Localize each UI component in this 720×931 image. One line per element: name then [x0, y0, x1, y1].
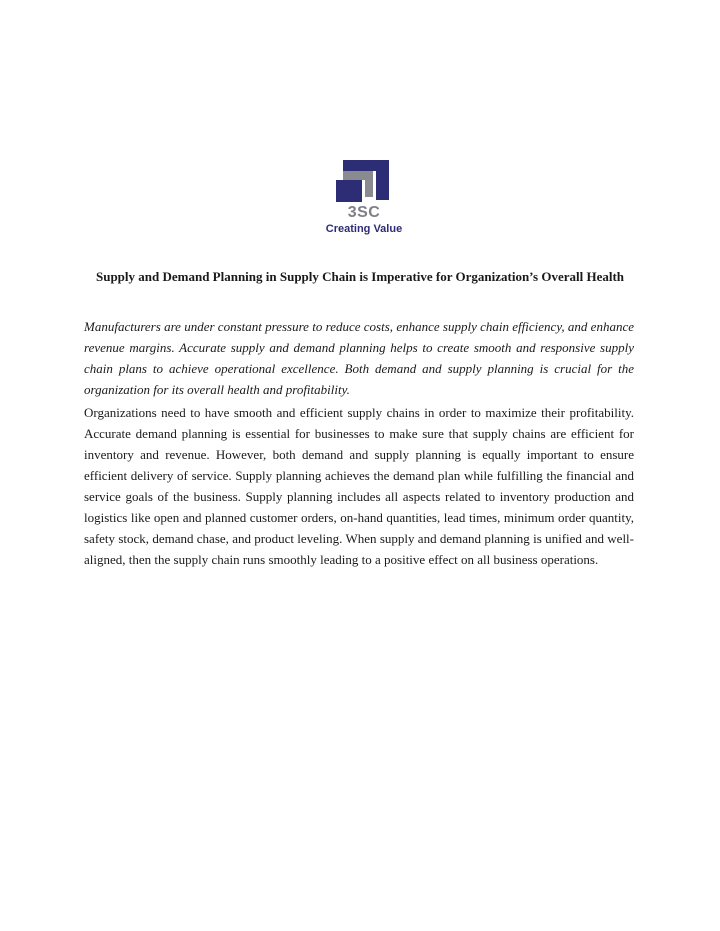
- logo-tagline: Creating Value: [325, 223, 403, 235]
- logo-squares-icon: [318, 158, 410, 204]
- company-logo: [318, 158, 410, 238]
- intro-paragraph: Manufacturers are under constant pressure to reduce costs, enhance supply chain efficiency, and enhance revenue margins. Accurate supply and demand planning helps to create smooth and responsive supply chain plans to achieve operational excellence. Both demand and supply planning is crucial for the organization for its overall health and profitability.: [84, 319, 634, 397]
- document-title: Supply and Demand Planning in Supply Chain is Imperative for Organization’s Overall Health: [95, 269, 625, 284]
- body-paragraph: Organizations need to have smooth and efficient supply chains in order to maximize their profitability. Accurate demand planning is essential for businesses to make sure that supply chains are efficient for inventory and revenue. However, both demand and supply planning is equally important to ensure efficient delivery of service. Supply planning achieves the demand plan while fulfilling the financial and service goals of the business. Supply planning includes all aspects related to inventory production and logistics like open and planned customer orders, on-hand quantities, lead times, minimum order quantity, safety stock, demand chase, and product leveling. When supply and demand planning is unified and well-aligned, then the supply chain runs smoothly leading to a positive effect on all business operations.: [84, 405, 634, 567]
- logo-brand-text: 3SC: [347, 204, 381, 221]
